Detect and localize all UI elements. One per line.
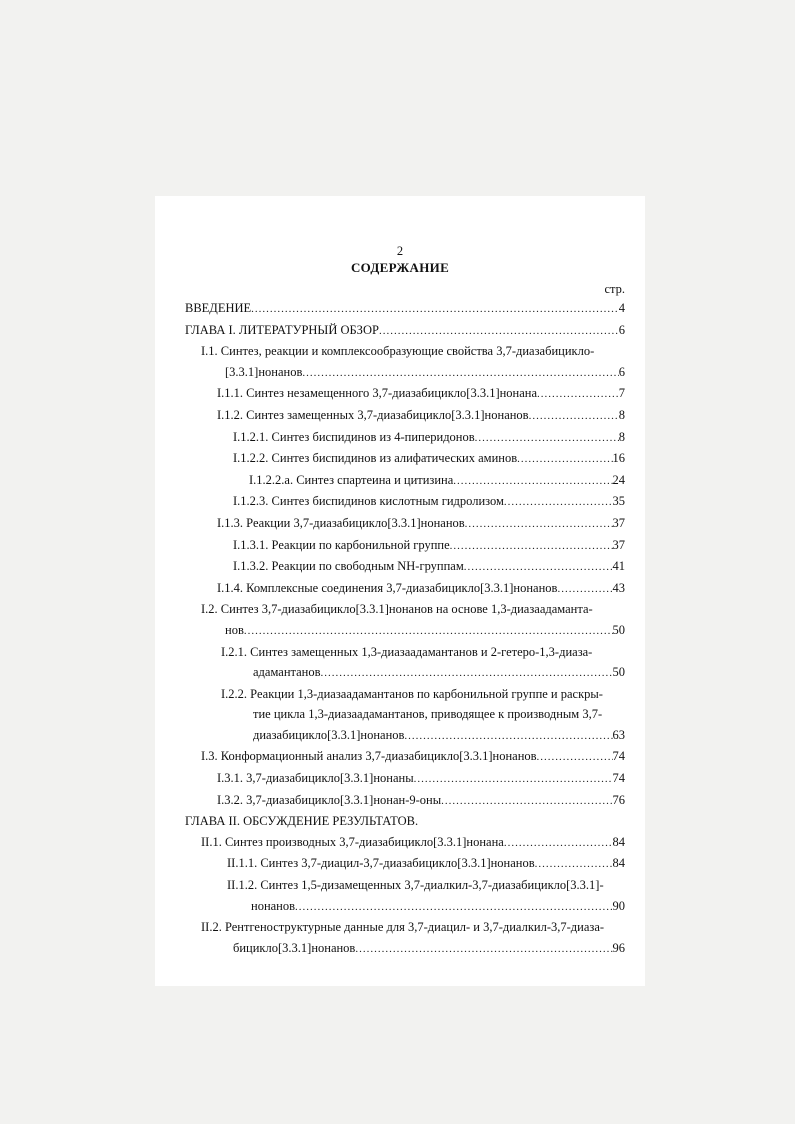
toc-entry-intro: ВВЕДЕНИЕ ..... 4: [185, 298, 625, 320]
toc-entry-1-3-1: I.3.1. 3,7-диазабицикло[3.3.1]нонаны ..... 74: [217, 768, 625, 790]
toc-entry-1-3-2: I.3.2. 3,7-диазабицикло[3.3.1]нонан-9-оны ..... 76: [217, 790, 625, 812]
toc-entry-1-1-2-2a: I.1.2.2.а. Синтез спартеина и цитизина ..... 24: [249, 470, 625, 492]
toc-entry-1-1-1: I.1.1. Синтез незамещенного 3,7-диазабицикло[3.3.1]нонана ..... 7: [217, 383, 625, 405]
toc-entry-2-1: II.1. Синтез производных 3,7-диазабицикло[3.3.1]нонана ..... 84: [201, 832, 625, 854]
toc-entry-1-2-1: I.2.1. Синтез замещенных 1,3-диазаадамантанов и 2-гетеро-1,3-диаза- адамантанов ..... 50: [221, 642, 625, 684]
toc-entry-1-1-4: I.1.4. Комплексные соединения 3,7-диазабицикло[3.3.1]нонанов ..... 43: [217, 578, 625, 600]
toc-entry-1-2: I.2. Синтез 3,7-диазабицикло[3.3.1]нонанов на основе 1,3-диазаадаманта- нов ..... 50: [201, 599, 625, 641]
page-number: 2: [396, 244, 404, 258]
toc-entry-2-1-2: II.1.2. Синтез 1,5-дизамещенных 3,7-диалкил-3,7-диазабицикло[3.3.1]- нонанов ..... 90: [227, 875, 625, 917]
toc-entry-chapter-2: ГЛАВА II. ОБСУЖДЕНИЕ РЕЗУЛЬТАТОВ.: [185, 814, 419, 829]
toc-entry-1-1-3-1: I.1.3.1. Реакции по карбонильной группе ..... 37: [233, 535, 625, 557]
toc-entry-1-2-2: I.2.2. Реакции 1,3-диазаадамантанов по карбонильной группе и раскры- тие цикла 1,3-диазаадамантанов, приводящее к производным 3,7- диазабицикло[3.3.1]нонанов ..... 63: [221, 684, 625, 747]
toc-entry-1-1: I.1. Синтез, реакции и комплексообразующие свойства 3,7-диазабицикло- [3.3.1]нонанов ..... 6: [201, 341, 625, 383]
toc-entry-1-1-2: I.1.2. Синтез замещенных 3,7-диазабицикло[3.3.1]нонанов ..... 8: [217, 405, 625, 427]
toc-entry-1-1-2-3: I.1.2.3. Синтез биспидинов кислотным гидролизом ..... 35: [233, 491, 625, 513]
table-of-contents: [185, 298, 625, 959]
page-title: СОДЕРЖАНИЕ: [350, 260, 450, 275]
toc-entry-chapter-1: ГЛАВА I. ЛИТЕРАТУРНЫЙ ОБЗОР ..... 6: [185, 320, 625, 342]
toc-entry-2-1-1: II.1.1. Синтез 3,7-диацил-3,7-диазабицикло[3.3.1]нонанов ..... 84: [227, 853, 625, 875]
toc-entry-1-3: I.3. Конформационный анализ 3,7-диазабицикло[3.3.1]нонанов ..... 74: [201, 746, 625, 768]
toc-entry-1-1-2-1: I.1.2.1. Синтез биспидинов из 4-пиперидонов ..... 8: [233, 427, 625, 449]
pages-column-label: стр.: [604, 282, 625, 296]
document-page: [155, 196, 645, 986]
toc-entry-2-2: II.2. Рентгеноструктурные данные для 3,7-диацил- и 3,7-диалкил-3,7-диаза- бицикло[3.3.1]нонанов ..... 96: [201, 917, 625, 959]
toc-entry-1-1-3: I.1.3. Реакции 3,7-диазабицикло[3.3.1]нонанов ..... 37: [217, 513, 625, 535]
toc-entry-1-1-3-2: I.1.3.2. Реакции по свободным NH-группам ..... 41: [233, 556, 625, 578]
toc-entry-1-1-2-2: I.1.2.2. Синтез биспидинов из алифатических аминов ..... 16: [233, 448, 625, 470]
